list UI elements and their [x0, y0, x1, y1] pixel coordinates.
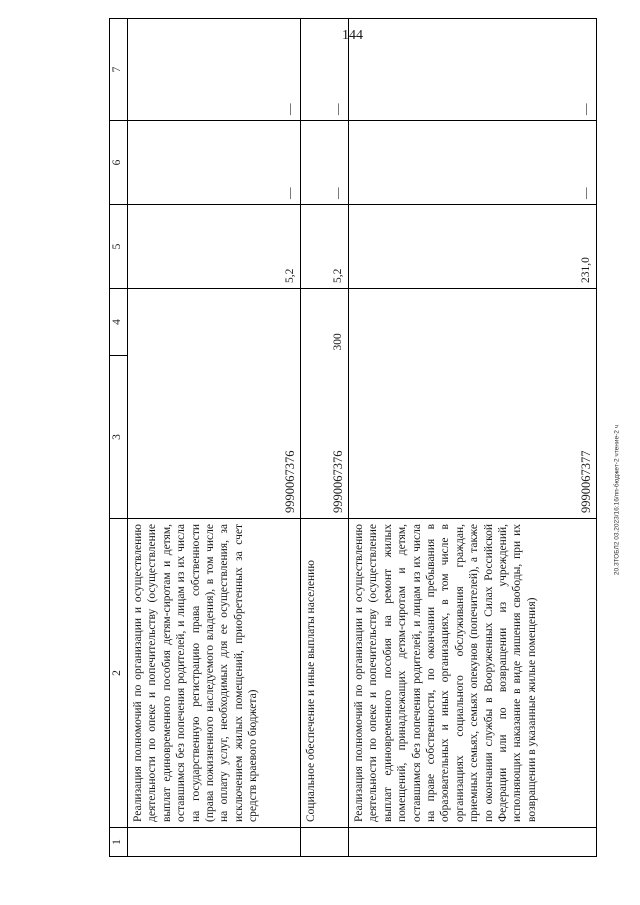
side-note: [612, 120, 622, 880]
row-description: Реализация полномочий по организации и осуществлению деятельности по опеке и попечительству (осуществление выплат единовременного пособия детям-сиротам и детям, оставшимся без попечения родителей, и лицам из их числа на государственную регистрацию права собственности (права пожизненного наследуемого владения), в том числе на оплату услуг, необходимых для ее осуществления, за исключением жилых помещений, приобретенных за счет средств краевого бюджета): [128, 519, 301, 828]
expense-type: [349, 289, 597, 356]
header-col-7: 7: [110, 19, 128, 121]
table-header-row: [110, 19, 128, 857]
header-col-6: 6: [110, 121, 128, 205]
header-col-5: 5: [110, 205, 128, 289]
budget-table: [109, 18, 597, 857]
budget-table-rotated: [109, 66, 593, 857]
table-row: [301, 19, 349, 857]
amount-col-6: —: [301, 121, 349, 205]
side-note-text: 20.3ТОБЛ2 03.2023/16:16/пп-бюджет-2 чтение-2 ч: [613, 424, 621, 576]
row-description: Реализация полномочий по организации и осуществлению деятельности по опеке и попечительству (осуществление выплат единовременного пособия на ремонт жилых помещений, принадлежащих детям-сиротам и детям, оставшимся без попечения родителей, и лицам из их числа на праве собственности, по окончании пребывания в образовательных и иных организациях, в том числе в организациях социального обслуживания граждан, приемных семьях, семьях опекунов (попечителей), а также по окончании службы в Вооруженных Силах Российской Федерации или по возвращении из учреждений, исполняющих наказание в виде лишения свободы, при их возвращении в указанные жилые помещения): [349, 519, 597, 828]
table-row: [349, 19, 597, 857]
page-number: 144: [342, 28, 363, 43]
expense-type: 300: [301, 289, 349, 356]
row-index-cell: [301, 828, 349, 857]
amount-col-5: 5,2: [301, 205, 349, 289]
header-col-1: 1: [110, 828, 128, 857]
target-code: 9990067376: [128, 356, 301, 519]
expense-type: [128, 289, 301, 356]
header-col-2: 2: [110, 519, 128, 828]
row-index-cell: [128, 828, 301, 857]
amount-col-7: —: [128, 19, 301, 121]
amount-col-7: —: [301, 19, 349, 121]
row-description: Социальное обеспечение и иные выплаты населению: [301, 519, 349, 828]
amount-col-6: —: [349, 121, 597, 205]
header-col-3: 3: [110, 356, 128, 519]
row-index-cell: [349, 828, 597, 857]
amount-col-7: —: [349, 19, 597, 121]
amount-col-6: —: [128, 121, 301, 205]
table-row: [128, 19, 301, 857]
amount-col-5: 231,0: [349, 205, 597, 289]
target-code: 9990067377: [349, 356, 597, 519]
header-col-4: 4: [110, 289, 128, 356]
amount-col-5: 5,2: [128, 205, 301, 289]
target-code: 9990067376: [301, 356, 349, 519]
